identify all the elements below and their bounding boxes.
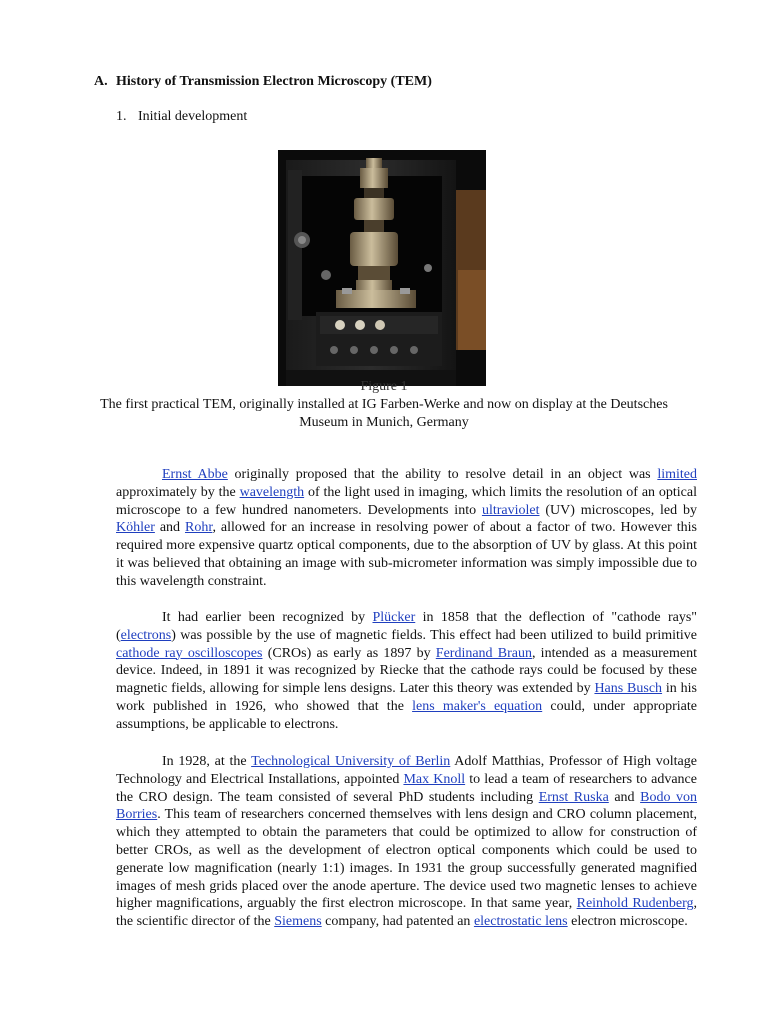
section-heading <box>94 74 432 90</box>
paragraph-1 <box>116 466 697 591</box>
wiki-link[interactable]: limited <box>657 467 697 482</box>
wiki-link[interactable]: electrons <box>120 627 172 643</box>
wiki-link[interactable]: Hans Busch <box>594 681 663 697</box>
paragraph-text: , the scientific director of the <box>116 896 697 930</box>
wiki-link[interactable]: Technological University of Berlin <box>251 754 451 769</box>
paragraph-text: of the light used in imaging, which limits the resolution of an optical microscope to a few hundred nanometers. Developments into <box>116 484 697 518</box>
paragraph-text: in 1858 that the deflection of "cathode rays" ( <box>116 610 697 643</box>
wiki-link[interactable]: Ernst Abbe <box>162 467 228 482</box>
wiki-link[interactable]: ultraviolet <box>481 502 540 518</box>
paragraph-text: company, had patented an <box>321 914 474 930</box>
paragraph-text: ) was possible by the use of magnetic fields. This effect had been utilized to build primitive <box>171 627 697 643</box>
wiki-link[interactable]: Max Knoll <box>403 771 466 787</box>
wiki-link[interactable]: Plücker <box>372 610 416 625</box>
paragraph-text: , allowed for an increase in resolving power of about a factor of two. However this required more expensive quartz optical components, due to the absorption of UV by glass. At this point it was believed that obtaining an image with sub-micrometer information was simply impossible due to this wavelength constraint. <box>116 520 697 589</box>
paragraph-text: In 1928, at the <box>162 754 252 769</box>
wiki-link[interactable]: Rohr <box>184 520 213 536</box>
wiki-link[interactable]: Ferdinand Braun <box>435 645 532 661</box>
wiki-link[interactable]: Köhler <box>116 520 155 536</box>
paragraph-3 <box>116 753 697 931</box>
paragraph-text: (CROs) as early as 1897 by <box>262 645 436 661</box>
tem-photo-illustration <box>278 150 486 386</box>
wiki-link[interactable]: cathode ray oscilloscopes <box>116 645 263 661</box>
paragraph-text: could, under appropriate assumptions, be applicable to electrons. <box>116 698 697 732</box>
paragraph-text: . This team of researchers concerned themselves with lens design and CRO column placement, which they attempted to obtain the parameters that could be optimized to allow for construction of better CROs, as well as the development of electron optical components which could be used to generate low magnification (nearly 1:1) images. In 1931 the group successfully generated magnified images of mesh grids placed over the anode aperture. The device used two magnetic lenses to achieve higher magnifications, arguably the first electron microscope. In that same year, <box>116 807 697 912</box>
paragraph-text: and <box>608 789 641 805</box>
subsection-number: 1. <box>116 109 127 124</box>
paragraph-text: originally proposed that the ability to resolve detail in an object was <box>227 467 658 482</box>
subsection-title: Initial development <box>138 109 248 124</box>
wiki-link[interactable]: Siemens <box>274 914 322 930</box>
paragraph-2 <box>116 609 697 734</box>
paragraph-text: It had earlier been recognized by <box>162 610 373 625</box>
wiki-link[interactable]: wavelength <box>239 484 305 500</box>
wiki-link[interactable]: Ernst Ruska <box>538 789 609 805</box>
figure-caption: The first practical TEM, originally installed at IG Farben-Werke and now on display at the Deutsches Museum in Munich, Germany <box>100 397 668 430</box>
subsection-heading <box>116 109 247 125</box>
figure-image <box>278 150 486 386</box>
section-letter: A. <box>94 74 108 89</box>
paragraph-text: and <box>154 520 185 536</box>
paragraph-text: (UV) microscopes, led by <box>539 502 697 518</box>
paragraph-text: Adolf Matthias, Professor of High voltage Technology and Electrical Installations, appointed <box>116 754 697 787</box>
wiki-link[interactable]: Bodo von Borries <box>116 789 697 823</box>
wiki-link[interactable]: electrostatic lens <box>473 914 568 930</box>
paragraph-text: approximately by the <box>116 484 240 500</box>
paragraph-text: in his work published in 1926, who showed that the <box>116 681 697 714</box>
section-title: History of Transmission Electron Microscopy (TEM) <box>116 74 432 89</box>
paragraph-text: to lead a team of researchers to advance the CRO design. The team consisted of several PhD students including <box>116 771 697 805</box>
wiki-link[interactable]: lens maker's equation <box>412 698 543 714</box>
wiki-link[interactable]: Reinhold Rudenberg <box>576 896 694 912</box>
figure-label: Figure 1 <box>360 379 408 394</box>
paragraph-text: , intended as a measurement device. Indeed, in 1891 it was recognized by Riecke that the cathode rays could be focused by these magnetic fields, allowing for simple lens designs. Later this theory was extended by <box>116 645 698 697</box>
paragraph-text: electron microscope. <box>567 914 688 930</box>
